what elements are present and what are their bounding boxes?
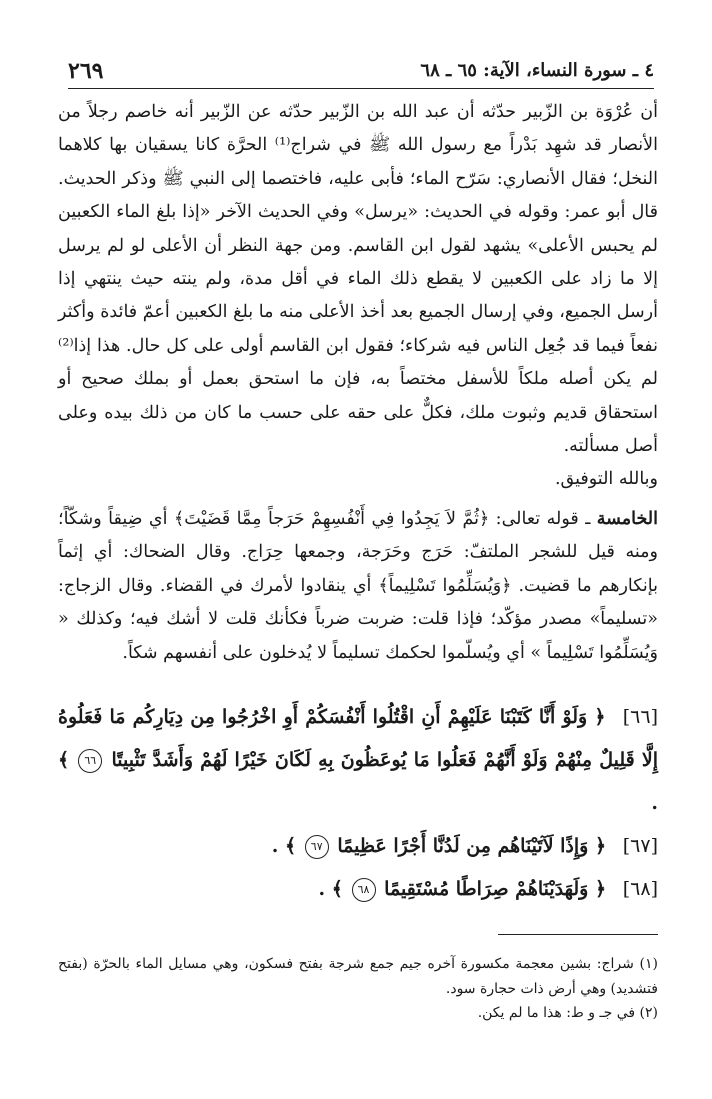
page-header — [68, 58, 654, 89]
verse — [58, 868, 658, 911]
closing-line: وبالله التوفيق. — [554, 469, 658, 490]
verse — [58, 696, 658, 825]
verse-number: [٦٦] — [622, 706, 658, 728]
verse-text: ﴿ وَلَوْ أَنَّا كَتَبْنَا عَلَيْهِمْ أَنِ اقْتُلُوا أَنْفُسَكُمْ أَوِ اخْرُجُوا مِن دِيَارِكُم مَا فَعَلُوهُ إِلَّا قَلِيلٌ مِنْهُمْ وَلَوْ أَنَّهُمْ فَعَلُوا مَا يُوعَظُونَ بِهِ لَكَانَ خَيْرًا لَهُمْ وَأَشَدَّ تَثْبِيتًا — [58, 706, 658, 771]
verse-number: [٦٨] — [622, 878, 658, 900]
page-number: ٢٦٩ — [68, 58, 104, 84]
section-paragraph — [58, 503, 658, 670]
ayah-marker: ٦٧ — [305, 835, 329, 859]
verse-end: ﴾ . — [271, 835, 297, 857]
verse-number: [٦٧] — [622, 835, 658, 857]
verse-text: ﴿ وَإِذًا لَآتَيْنَاهُم مِن لَدُنَّا أَجْرًا عَظِيمًا — [337, 835, 607, 857]
footnote-divider — [498, 934, 658, 935]
ayah-marker: ٦٨ — [352, 878, 376, 902]
verse — [58, 825, 658, 868]
running-title: ٤ ـ سورة النساء، الآية: ٦٥ ـ ٦٨ — [420, 60, 654, 81]
paragraph: أن عُرْوَة بن الزّبير حدّثه أن عبد الله بن الزّبير حدّثه عن الزّبير أنه خاصم رجلاً من الأنصار قد شهِد بَدْراً مع رسول الله ﷺ في شراج⁽¹⁾ الحرَّة كانا يسقيان بها كلاهما النخل؛ فقال الأنصاري: سَرّح الماء؛ فأبى عليه، فاختصما إلى النبي ﷺ وذكر الحديث. قال أبو عمر: وقوله في الحديث: «يرسل» وفي الحديث الآخر «إذا بلغ الماء الكعبين لم يحبس الأعلى» يشهد لقول ابن القاسم. ومن جهة النظر أن الأعلى لو لم يرسل إلا ما زاد على الكعبين لا يقطع ذلك الماء في أقل مدة، ولم ينته حيث ينتهي إذا أرسل الجميع، وفي إرسال الجميع بعد أخذ الأعلى منه ما بلغ الكعبين أعمّ فائدة وأكثر نفعاً فيما قد جُعِل الناس فيه شركاء؛ فقول ابن القاسم أولى على كل حال. هذا إذا⁽²⁾ لم يكن أصله ملكاً للأسفل مختصاً به، فإن ما استحق بعمل أو بملك صحيح أو استحقاق قديم وثبوت ملك، فكلٌّ على حقه على حسب ما كان من ذلك بيده وعلى أصل مسألته. — [58, 102, 659, 457]
section-text: ـ قوله تعالى: ﴿ثُمَّ لاَ يَجِدُوا فِي أَنْفُسِهِمْ حَرَجاً مِمَّا قَضَيْتَ﴾ أي ضِيقاً وشكّاً؛ ومنه قيل للشجر الملتفّ: حَرَج وحَرَجة، وجمعها حِرَاج. وقال الضحاك: أي إثماً بإنكارهم ما قضيت. ﴿وَيُسَلِّمُوا تَسْلِيماً﴾ أي ينقادوا لأمرك في القضاء. وقال الزجاج: «تسليماً» مصدر مؤكّد؛ فإذا قلت: ضربت ضرباً فكأنك قلت لا أشك فيه؛ وكذلك « وَيُسَلِّمُوا تَسْلِيماً » أي ويُسلّموا لحكمك تسليماً لا يُدخلون على أنفسهم شكاً. — [58, 508, 658, 663]
footnote: (٢) في جـ و ط: هذا ما لم يكن. — [477, 1005, 658, 1021]
verse-end: ﴾ . — [58, 749, 658, 814]
ayah-marker: ٦٦ — [78, 749, 102, 773]
verse-end: ﴾ . — [318, 878, 343, 900]
footnote: (١) شراج: بشين معجمة مكسورة آخره جيم جمع شرجة بفتح فسكون، وهي مسايل الماء بالحرّة (بفتح فتشديد) وهي أرض ذات حجارة سود. — [58, 956, 658, 997]
verses-block — [58, 696, 658, 911]
verse-text: ﴿ وَلَهَدَيْنَاهُمْ صِرَاطًا مُسْتَقِيمًا — [384, 878, 607, 900]
main-text — [58, 96, 658, 670]
footnotes — [58, 952, 658, 1026]
section-label: الخامسة — [596, 508, 658, 529]
